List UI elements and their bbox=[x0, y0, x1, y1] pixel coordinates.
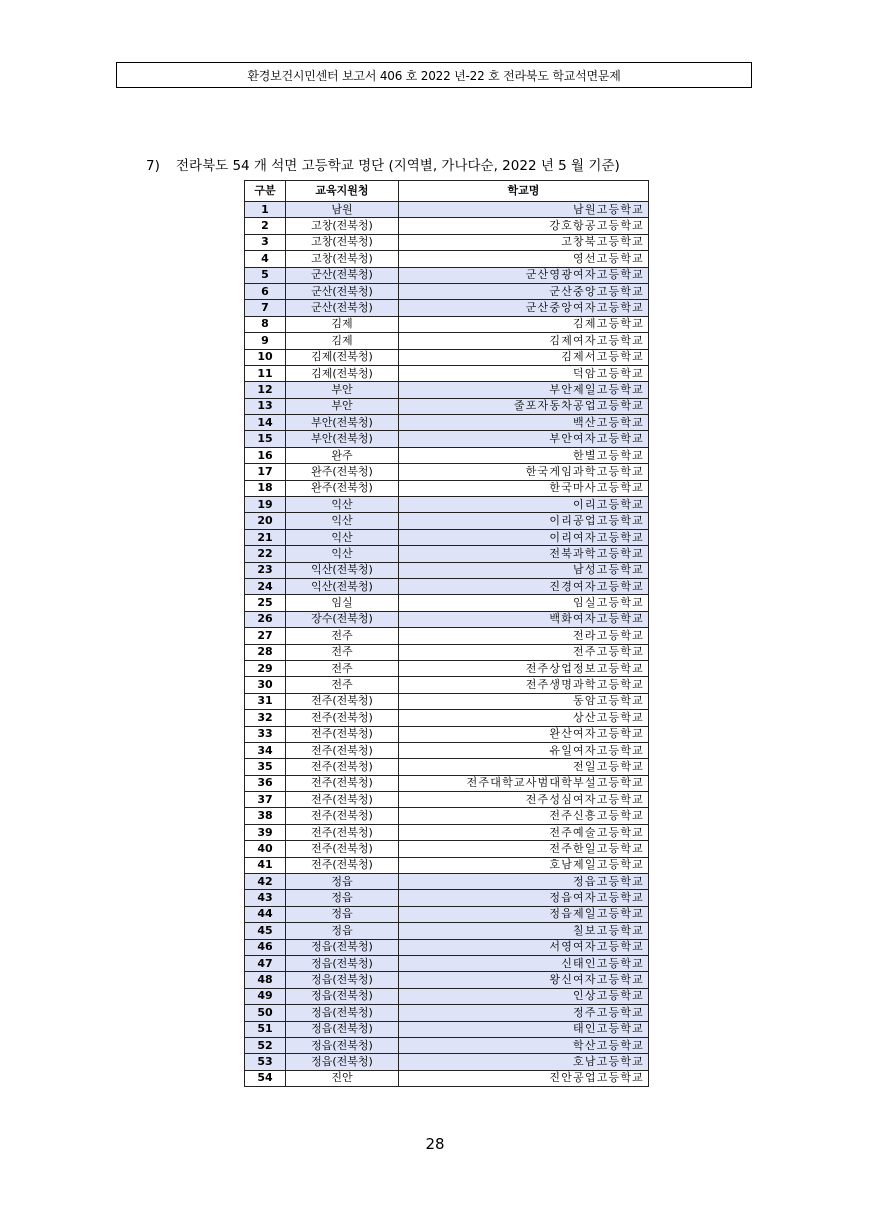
cell-school: 인상고등학교 bbox=[399, 988, 649, 1004]
cell-school: 호남제일고등학교 bbox=[399, 857, 649, 873]
cell-region: 장수(전북청) bbox=[286, 611, 399, 627]
cell-no: 38 bbox=[245, 808, 286, 824]
cell-school: 이리공업고등학교 bbox=[399, 513, 649, 529]
cell-region: 전주 bbox=[286, 628, 399, 644]
cell-no: 42 bbox=[245, 874, 286, 890]
cell-region: 정읍 bbox=[286, 906, 399, 922]
cell-region: 정읍(전북청) bbox=[286, 1021, 399, 1037]
cell-region: 전주(전북청) bbox=[286, 759, 399, 775]
cell-school: 전주신흥고등학교 bbox=[399, 808, 649, 824]
table-row bbox=[245, 529, 649, 545]
cell-region: 익산(전북청) bbox=[286, 578, 399, 594]
table-row bbox=[245, 546, 649, 562]
table-row bbox=[245, 726, 649, 742]
table-row bbox=[245, 431, 649, 447]
cell-region: 부안 bbox=[286, 382, 399, 398]
table-row bbox=[245, 300, 649, 316]
cell-no: 24 bbox=[245, 578, 286, 594]
cell-region: 전주 bbox=[286, 660, 399, 676]
table-row bbox=[245, 1054, 649, 1070]
section-title bbox=[146, 154, 620, 174]
cell-region: 부안(전북청) bbox=[286, 415, 399, 431]
cell-no: 47 bbox=[245, 955, 286, 971]
table-row bbox=[245, 251, 649, 267]
cell-no: 21 bbox=[245, 529, 286, 545]
cell-region: 전주(전북청) bbox=[286, 824, 399, 840]
cell-no: 26 bbox=[245, 611, 286, 627]
table-row bbox=[245, 759, 649, 775]
cell-region: 진안 bbox=[286, 1070, 399, 1086]
cell-school: 군산중앙고등학교 bbox=[399, 283, 649, 299]
cell-no: 3 bbox=[245, 234, 286, 250]
cell-region: 전주(전북청) bbox=[286, 693, 399, 709]
cell-school: 진경여자고등학교 bbox=[399, 578, 649, 594]
cell-school: 호남고등학교 bbox=[399, 1054, 649, 1070]
cell-no: 23 bbox=[245, 562, 286, 578]
cell-region: 고창(전북청) bbox=[286, 234, 399, 250]
table-row bbox=[245, 1005, 649, 1021]
cell-region: 정읍(전북청) bbox=[286, 988, 399, 1004]
cell-no: 28 bbox=[245, 644, 286, 660]
cell-region: 남원 bbox=[286, 202, 399, 218]
table-row bbox=[245, 857, 649, 873]
cell-school: 강호항공고등학교 bbox=[399, 218, 649, 234]
table-row bbox=[245, 611, 649, 627]
cell-no: 9 bbox=[245, 333, 286, 349]
cell-no: 43 bbox=[245, 890, 286, 906]
cell-region: 김제(전북청) bbox=[286, 349, 399, 365]
cell-school: 전주한일고등학교 bbox=[399, 841, 649, 857]
cell-no: 8 bbox=[245, 316, 286, 332]
cell-no: 37 bbox=[245, 792, 286, 808]
cell-region: 정읍(전북청) bbox=[286, 1037, 399, 1053]
table-row bbox=[245, 578, 649, 594]
cell-school: 고창북고등학교 bbox=[399, 234, 649, 250]
column-header-no: 구분 bbox=[245, 181, 286, 202]
cell-region: 정읍(전북청) bbox=[286, 972, 399, 988]
cell-region: 전주(전북청) bbox=[286, 808, 399, 824]
cell-no: 18 bbox=[245, 480, 286, 496]
table-row bbox=[245, 660, 649, 676]
cell-no: 20 bbox=[245, 513, 286, 529]
cell-school: 군산중앙여자고등학교 bbox=[399, 300, 649, 316]
cell-no: 10 bbox=[245, 349, 286, 365]
table-row bbox=[245, 824, 649, 840]
cell-no: 36 bbox=[245, 775, 286, 791]
table-row bbox=[245, 562, 649, 578]
cell-region: 김제 bbox=[286, 316, 399, 332]
cell-no: 51 bbox=[245, 1021, 286, 1037]
cell-region: 군산(전북청) bbox=[286, 283, 399, 299]
cell-no: 12 bbox=[245, 382, 286, 398]
cell-region: 익산 bbox=[286, 513, 399, 529]
cell-no: 44 bbox=[245, 906, 286, 922]
cell-school: 전라고등학교 bbox=[399, 628, 649, 644]
table-row bbox=[245, 333, 649, 349]
table-row bbox=[245, 382, 649, 398]
cell-region: 정읍 bbox=[286, 890, 399, 906]
cell-school: 이리고등학교 bbox=[399, 497, 649, 513]
cell-no: 22 bbox=[245, 546, 286, 562]
cell-region: 전주 bbox=[286, 644, 399, 660]
cell-school: 상산고등학교 bbox=[399, 710, 649, 726]
cell-no: 41 bbox=[245, 857, 286, 873]
cell-no: 32 bbox=[245, 710, 286, 726]
table-row bbox=[245, 398, 649, 414]
cell-school: 정읍고등학교 bbox=[399, 874, 649, 890]
cell-school: 백산고등학교 bbox=[399, 415, 649, 431]
cell-region: 전주(전북청) bbox=[286, 857, 399, 873]
cell-school: 한별고등학교 bbox=[399, 447, 649, 463]
cell-no: 19 bbox=[245, 497, 286, 513]
cell-region: 정읍(전북청) bbox=[286, 955, 399, 971]
table-row bbox=[245, 972, 649, 988]
cell-region: 전주(전북청) bbox=[286, 742, 399, 758]
cell-no: 46 bbox=[245, 939, 286, 955]
table-row bbox=[245, 480, 649, 496]
table-row bbox=[245, 775, 649, 791]
cell-no: 14 bbox=[245, 415, 286, 431]
table-row bbox=[245, 447, 649, 463]
cell-school: 김제여자고등학교 bbox=[399, 333, 649, 349]
report-header-text: 환경보건시민센터 보고서 406 호 2022 년-22 호 전라북도 학교석면문제 bbox=[247, 68, 621, 83]
table-row bbox=[245, 677, 649, 693]
table-row bbox=[245, 890, 649, 906]
cell-no: 6 bbox=[245, 283, 286, 299]
cell-school: 전북과학고등학교 bbox=[399, 546, 649, 562]
table-row bbox=[245, 1037, 649, 1053]
cell-region: 정읍(전북청) bbox=[286, 939, 399, 955]
cell-no: 1 bbox=[245, 202, 286, 218]
table-row bbox=[245, 955, 649, 971]
school-table bbox=[244, 180, 649, 1087]
cell-no: 27 bbox=[245, 628, 286, 644]
cell-region: 부안(전북청) bbox=[286, 431, 399, 447]
cell-region: 고창(전북청) bbox=[286, 218, 399, 234]
cell-no: 48 bbox=[245, 972, 286, 988]
table-row bbox=[245, 283, 649, 299]
cell-school: 이리여자고등학교 bbox=[399, 529, 649, 545]
column-header-region: 교육지원청 bbox=[286, 181, 399, 202]
cell-region: 임실 bbox=[286, 595, 399, 611]
table-row bbox=[245, 1021, 649, 1037]
cell-region: 군산(전북청) bbox=[286, 267, 399, 283]
cell-school: 칠보고등학교 bbox=[399, 923, 649, 939]
table-row bbox=[245, 906, 649, 922]
table-row bbox=[245, 988, 649, 1004]
cell-no: 40 bbox=[245, 841, 286, 857]
cell-no: 30 bbox=[245, 677, 286, 693]
table-body bbox=[245, 202, 649, 1087]
cell-region: 전주 bbox=[286, 677, 399, 693]
cell-school: 덕암고등학교 bbox=[399, 365, 649, 381]
cell-no: 5 bbox=[245, 267, 286, 283]
table-row bbox=[245, 497, 649, 513]
cell-no: 11 bbox=[245, 365, 286, 381]
cell-no: 31 bbox=[245, 693, 286, 709]
school-table-container bbox=[244, 180, 648, 1087]
cell-school: 전주고등학교 bbox=[399, 644, 649, 660]
table-row bbox=[245, 464, 649, 480]
table-row bbox=[245, 792, 649, 808]
cell-school: 한국게임과학고등학교 bbox=[399, 464, 649, 480]
table-row bbox=[245, 841, 649, 857]
cell-no: 45 bbox=[245, 923, 286, 939]
cell-region: 정읍(전북청) bbox=[286, 1005, 399, 1021]
cell-school: 전주생명과학고등학교 bbox=[399, 677, 649, 693]
cell-region: 전주(전북청) bbox=[286, 775, 399, 791]
cell-no: 39 bbox=[245, 824, 286, 840]
table-row bbox=[245, 939, 649, 955]
cell-school: 남성고등학교 bbox=[399, 562, 649, 578]
cell-no: 4 bbox=[245, 251, 286, 267]
cell-no: 25 bbox=[245, 595, 286, 611]
cell-region: 정읍 bbox=[286, 874, 399, 890]
column-header-school: 학교명 bbox=[399, 181, 649, 202]
cell-school: 전주대학교사범대학부설고등학교 bbox=[399, 775, 649, 791]
cell-school: 전일고등학교 bbox=[399, 759, 649, 775]
page-number: 28 bbox=[425, 1135, 445, 1153]
cell-region: 전주(전북청) bbox=[286, 710, 399, 726]
cell-school: 군산영광여자고등학교 bbox=[399, 267, 649, 283]
cell-no: 15 bbox=[245, 431, 286, 447]
table-header-row bbox=[245, 181, 649, 202]
cell-school: 왕신여자고등학교 bbox=[399, 972, 649, 988]
table-row bbox=[245, 874, 649, 890]
cell-region: 익산(전북청) bbox=[286, 562, 399, 578]
table-row bbox=[245, 218, 649, 234]
cell-school: 부안제일고등학교 bbox=[399, 382, 649, 398]
cell-school: 한국마사고등학교 bbox=[399, 480, 649, 496]
table-row bbox=[245, 267, 649, 283]
cell-no: 33 bbox=[245, 726, 286, 742]
cell-region: 김제 bbox=[286, 333, 399, 349]
cell-school: 김제서고등학교 bbox=[399, 349, 649, 365]
section-title-text: 전라북도 54 개 석면 고등학교 명단 (지역별, 가나다순, 2022 년 5 월 기준) bbox=[176, 158, 620, 174]
cell-no: 29 bbox=[245, 660, 286, 676]
table-row bbox=[245, 234, 649, 250]
table-row bbox=[245, 316, 649, 332]
cell-school: 부안여자고등학교 bbox=[399, 431, 649, 447]
cell-school: 학산고등학교 bbox=[399, 1037, 649, 1053]
cell-school: 태인고등학교 bbox=[399, 1021, 649, 1037]
cell-no: 50 bbox=[245, 1005, 286, 1021]
table-row bbox=[245, 349, 649, 365]
table-row bbox=[245, 808, 649, 824]
table-row bbox=[245, 710, 649, 726]
cell-school: 남원고등학교 bbox=[399, 202, 649, 218]
cell-no: 17 bbox=[245, 464, 286, 480]
cell-school: 백화여자고등학교 bbox=[399, 611, 649, 627]
cell-school: 정주고등학교 bbox=[399, 1005, 649, 1021]
cell-no: 52 bbox=[245, 1037, 286, 1053]
table-row bbox=[245, 1070, 649, 1086]
cell-no: 13 bbox=[245, 398, 286, 414]
table-row bbox=[245, 202, 649, 218]
cell-region: 익산 bbox=[286, 529, 399, 545]
table-row bbox=[245, 644, 649, 660]
cell-region: 고창(전북청) bbox=[286, 251, 399, 267]
cell-school: 동암고등학교 bbox=[399, 693, 649, 709]
cell-school: 완산여자고등학교 bbox=[399, 726, 649, 742]
cell-region: 전주(전북청) bbox=[286, 726, 399, 742]
table-row bbox=[245, 513, 649, 529]
cell-region: 부안 bbox=[286, 398, 399, 414]
section-number: 7) bbox=[146, 158, 160, 174]
cell-region: 전주(전북청) bbox=[286, 792, 399, 808]
cell-school: 영선고등학교 bbox=[399, 251, 649, 267]
cell-no: 16 bbox=[245, 447, 286, 463]
cell-region: 완주(전북청) bbox=[286, 480, 399, 496]
cell-school: 전주상업정보고등학교 bbox=[399, 660, 649, 676]
cell-no: 54 bbox=[245, 1070, 286, 1086]
cell-region: 익산 bbox=[286, 546, 399, 562]
cell-school: 신태인고등학교 bbox=[399, 955, 649, 971]
table-row bbox=[245, 923, 649, 939]
cell-school: 진안공업고등학교 bbox=[399, 1070, 649, 1086]
cell-region: 정읍(전북청) bbox=[286, 1054, 399, 1070]
cell-no: 7 bbox=[245, 300, 286, 316]
cell-school: 임실고등학교 bbox=[399, 595, 649, 611]
cell-school: 유일여자고등학교 bbox=[399, 742, 649, 758]
cell-school: 서영여자고등학교 bbox=[399, 939, 649, 955]
table-row bbox=[245, 415, 649, 431]
cell-region: 김제(전북청) bbox=[286, 365, 399, 381]
cell-region: 군산(전북청) bbox=[286, 300, 399, 316]
cell-no: 53 bbox=[245, 1054, 286, 1070]
cell-school: 정읍여자고등학교 bbox=[399, 890, 649, 906]
table-row bbox=[245, 693, 649, 709]
cell-no: 49 bbox=[245, 988, 286, 1004]
cell-school: 전주예술고등학교 bbox=[399, 824, 649, 840]
cell-school: 줄포자동차공업고등학교 bbox=[399, 398, 649, 414]
table-row bbox=[245, 628, 649, 644]
cell-no: 35 bbox=[245, 759, 286, 775]
cell-no: 34 bbox=[245, 742, 286, 758]
cell-school: 전주성심여자고등학교 bbox=[399, 792, 649, 808]
cell-no: 2 bbox=[245, 218, 286, 234]
report-header bbox=[116, 62, 752, 88]
cell-region: 정읍 bbox=[286, 923, 399, 939]
cell-school: 정읍제일고등학교 bbox=[399, 906, 649, 922]
table-row bbox=[245, 742, 649, 758]
cell-region: 익산 bbox=[286, 497, 399, 513]
cell-region: 완주 bbox=[286, 447, 399, 463]
table-row bbox=[245, 365, 649, 381]
cell-school: 김제고등학교 bbox=[399, 316, 649, 332]
cell-region: 완주(전북청) bbox=[286, 464, 399, 480]
table-row bbox=[245, 595, 649, 611]
cell-region: 전주(전북청) bbox=[286, 841, 399, 857]
